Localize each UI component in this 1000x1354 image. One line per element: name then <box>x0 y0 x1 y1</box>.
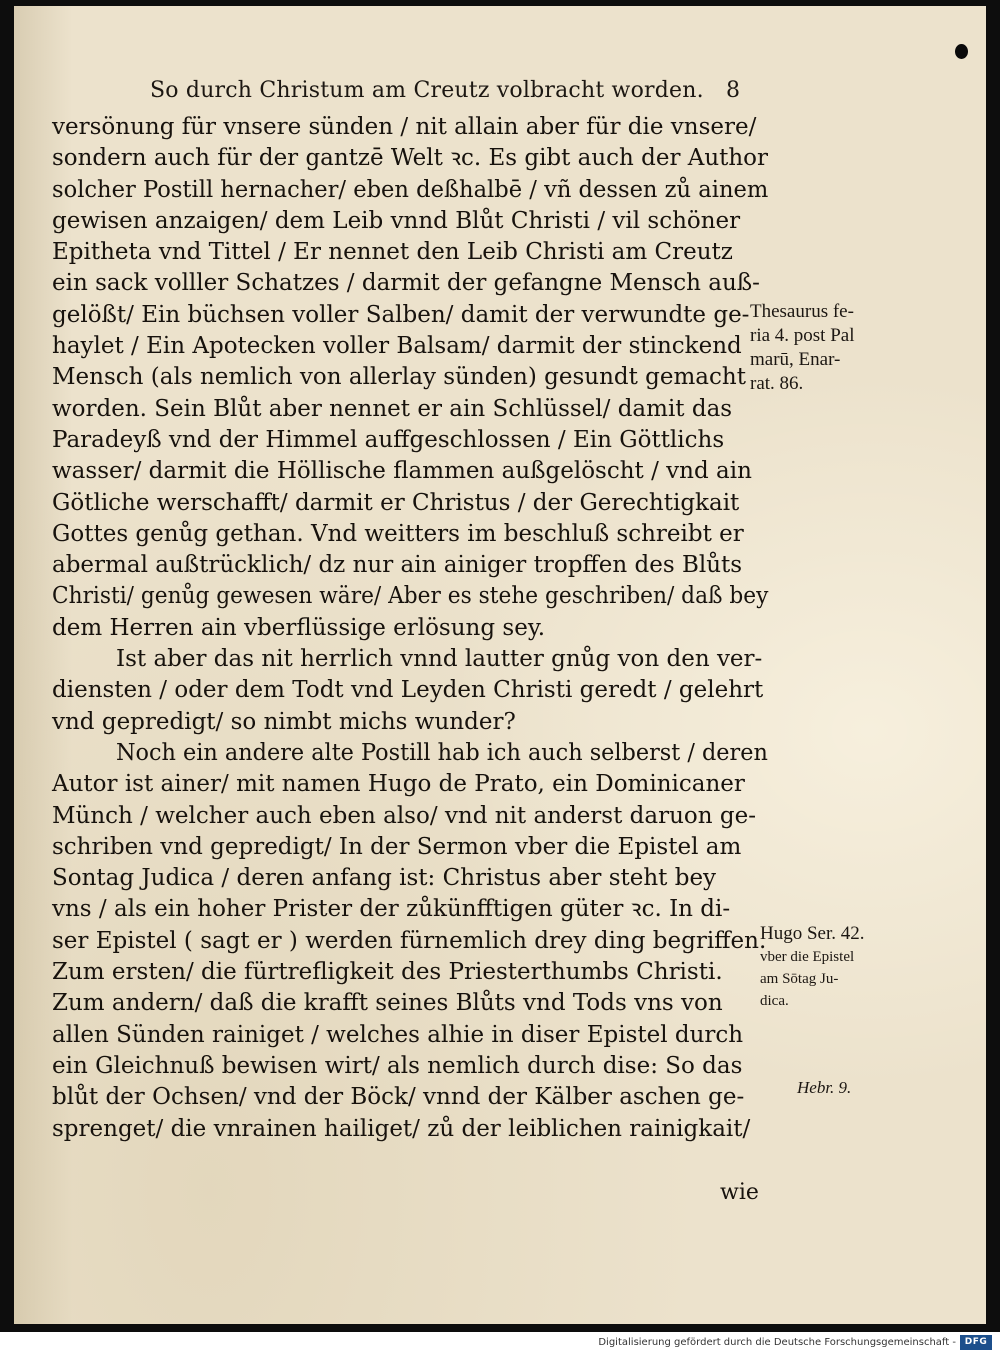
text-line: schriben vnd gepredigt/ In der Sermon vber die Epistel am <box>52 833 742 860</box>
text-line: ein Gleichnuß bewisen wirt/ als nemlich durch dise: So das <box>52 1052 743 1079</box>
page-hole <box>955 44 968 59</box>
margin-note-line: ria 4. post Pal <box>750 325 855 346</box>
margin-note-line: vber die Epistel <box>760 949 855 965</box>
text-line: Götliche werschafft/ darmit er Christus / der Gerechtigkait <box>52 489 740 516</box>
text-line: vns / als ein hoher Prister der zůkünfftigen güter ꝛc. In di- <box>52 896 731 923</box>
text-line: gelößt/ Ein büchsen voller Salben/ damit der verwundte ge- <box>52 301 750 328</box>
margin-note-line: Thesaurus fe- <box>750 301 854 322</box>
text-line: Zum andern/ daß die krafft seines Blůts vnd Tods vns von <box>52 990 723 1017</box>
text-line: gewisen anzaigen/ dem Leib vnnd Blůt Christi / vil schöner <box>52 207 741 234</box>
footer-credit: Digitalisierung gefördert durch die Deutsche Forschungsgemeinschaft - <box>598 1337 956 1348</box>
text-line: dem Herren ain vberflüssige erlösung sey. <box>52 614 546 641</box>
text-line: Noch ein andere alte Postill hab ich auch selberst / deren <box>116 739 768 766</box>
running-head: So durch Christum am Creutz volbracht worden. <box>150 78 704 103</box>
margin-note-line: am Sōtag Ju- <box>760 971 839 987</box>
text-line: abermal außtrücklich/ dz nur ain ainiger tropffen des Blůts <box>52 552 743 579</box>
text-line: Sontag Judica / deren anfang ist: Christus aber steht bey <box>52 865 717 892</box>
text-line: Gottes genůg gethan. Vnd weitters im beschluß schreibt er <box>52 520 744 547</box>
text-line: Autor ist ainer/ mit namen Hugo de Prato, ein Dominicaner <box>52 771 745 798</box>
text-line: sondern auch für der gantzē Welt ꝛc. Es gibt auch der Author <box>52 145 768 172</box>
text-line: solcher Postill hernacher/ eben deßhalbē / vñ dessen zů ainem <box>52 176 769 203</box>
text-line: wasser/ darmit die Höllische flammen außgelöscht / vnd ain <box>52 458 752 485</box>
text-line: Christi/ genůg gewesen wäre/ Aber es stehe geschriben/ daß bey <box>52 583 769 610</box>
catchword: wie <box>720 1180 759 1205</box>
margin-note-thesaurus <box>750 300 855 396</box>
text-line: haylet / Ein Apotecken voller Balsam/ darmit der stinckend <box>52 333 742 360</box>
text-line: Paradeyß vnd der Himmel auffgeschlossen / Ein Göttlichs <box>52 426 725 453</box>
text-line: ser Epistel ( sagt er ) werden fürnemlich drey ding begriffen. <box>52 927 767 954</box>
text-line: worden. Sein Blůt aber nennet er ain Schlüssel/ damit das <box>52 395 733 422</box>
margin-note-line: Hugo Ser. 42. <box>760 923 865 944</box>
body-text <box>52 112 768 1145</box>
text-line: Mensch (als nemlich von allerlay sünden) gesundt gemacht <box>52 364 746 391</box>
margin-note-hebr: Hebr. 9. <box>797 1078 852 1097</box>
text-line: vnd gepredigt/ so nimbt michs wunder? <box>52 708 516 735</box>
text-line: Epitheta vnd Tittel / Er nennet den Leib Christi am Creutz <box>52 239 733 266</box>
margin-note-line: rat. 86. <box>750 373 804 394</box>
text-line: allen Sünden rainiget / welches alhie in diser Epistel durch <box>52 1021 744 1048</box>
margin-note-line: dica. <box>760 993 789 1009</box>
text-line: blůt der Ochsen/ vnd der Böck/ vnnd der Kälber aschen ge- <box>52 1084 745 1111</box>
text-line: Ist aber das nit herrlich vnnd lautter gnůg von den ver- <box>116 646 763 673</box>
text-line: versönung für vnsere sünden / nit allain aber für die vnsere/ <box>52 114 757 140</box>
text-line: ein sack volller Schatzes / darmit der gefangne Mensch auß- <box>52 270 760 297</box>
text-line: Münch / welcher auch eben also/ vnd nit anderst daruon ge- <box>52 802 756 829</box>
text-line: Zum ersten/ die fürtreflig​keit des Priesterthumbs Christi. <box>52 959 723 986</box>
text-line: sprenget/ die vnrainen hailiget/ zů der leiblichen rainigkait/ <box>52 1115 751 1142</box>
margin-note-hugo <box>760 922 865 1012</box>
footer-bar <box>0 1332 1000 1354</box>
dfg-logo: DFG <box>960 1335 992 1350</box>
text-line: diensten / oder dem Todt vnd Leyden Christi geredt / gelehrt <box>52 677 764 704</box>
margin-note-line: marū, Enar- <box>750 349 841 370</box>
page-number: 8 <box>726 78 740 103</box>
